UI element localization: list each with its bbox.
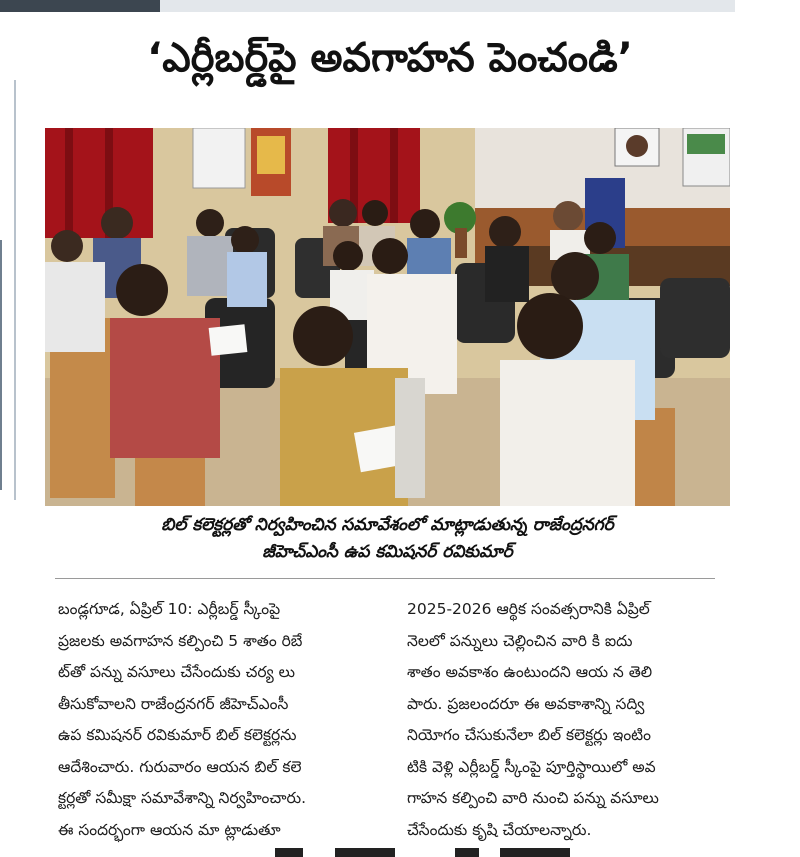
article-line: నెలలో పన్నులు చెల్లించిన వారి కి ఐదు [407, 631, 633, 650]
article-line: గాహన కల్పించి వారి నుంచి పన్ను వసూలు [407, 789, 659, 807]
article-line: ఉప కమిషనర్ రవికుమార్ బిల్ కలెక్టర్లను [58, 726, 297, 744]
article-line: శాతం అవకాశం ఉంటుందని ఆయ న తెలి [407, 663, 653, 681]
article-line: ఈ సందర్భంగా ఆయన మా ట్లాడుతూ [58, 820, 281, 839]
next-article-fragment [500, 848, 570, 857]
article-column-left [58, 594, 383, 846]
divider [55, 578, 715, 579]
top-bar-accent [0, 0, 160, 12]
next-article-fragment [455, 848, 479, 857]
headline: ‘ఎర్లీబర్డ్‌పై అవగాహన పెంచండి’ [147, 35, 633, 81]
caption-line: జీహెచ్‌ఎంసీ ఉప కమిషనర్ రవికుమార్ [262, 542, 513, 562]
article-line: పారు. ప్రజలందరూ ఈ అవకాశాన్ని సద్వి [407, 694, 645, 713]
next-article-fragment [335, 848, 395, 857]
article-line: టికి వెళ్లి ఎర్లీబర్డ్ స్కీంపై పూర్తిస్థాయిలో అవ [407, 757, 656, 776]
article-line: ప్రజలకు అవగాహన కల్పించి 5 శాతం రిబే [58, 631, 303, 650]
meeting-photo [45, 128, 730, 506]
article-column-right [407, 594, 732, 846]
top-bar [160, 0, 735, 12]
edge-mark [0, 240, 2, 490]
caption-line: బిల్ కలెక్టర్లతో నిర్వహించిన సమావేశంలో మాట్లాడుతున్న రాజేంద్రనగర్ [161, 515, 614, 535]
article-line: తీసుకోవాలని రాజేంద్రనగర్ జీహెచ్‌ఎంసీ [58, 694, 289, 713]
column-rule [14, 80, 16, 500]
article-line: ట్‌తో పన్ను వసూలు చేసేందుకు చర్య లు [58, 663, 295, 681]
photo-caption [45, 512, 730, 566]
article-line: క్టర్లతో సమీక్షా సమావేశాన్ని నిర్వహించారు. [58, 789, 306, 807]
article-line: చేసేందుకు కృషి చేయాలన్నారు. [407, 820, 592, 839]
article-line: బండ్లగూడ, ఏప్రిల్ 10: ఎర్లీబర్డ్ స్కీంపై [58, 600, 281, 618]
article-line: నియోగం చేసుకునేలా బిల్ కలెక్టర్లు ఇంటిం [407, 726, 652, 744]
article-line: 2025-2026 ఆర్థిక సంవత్సరానికి ఏప్రిల్ [407, 600, 650, 618]
next-article-fragment [275, 848, 303, 857]
article-line: ఆదేశించారు. గురువారం ఆయన బిల్ కలె [58, 757, 302, 776]
